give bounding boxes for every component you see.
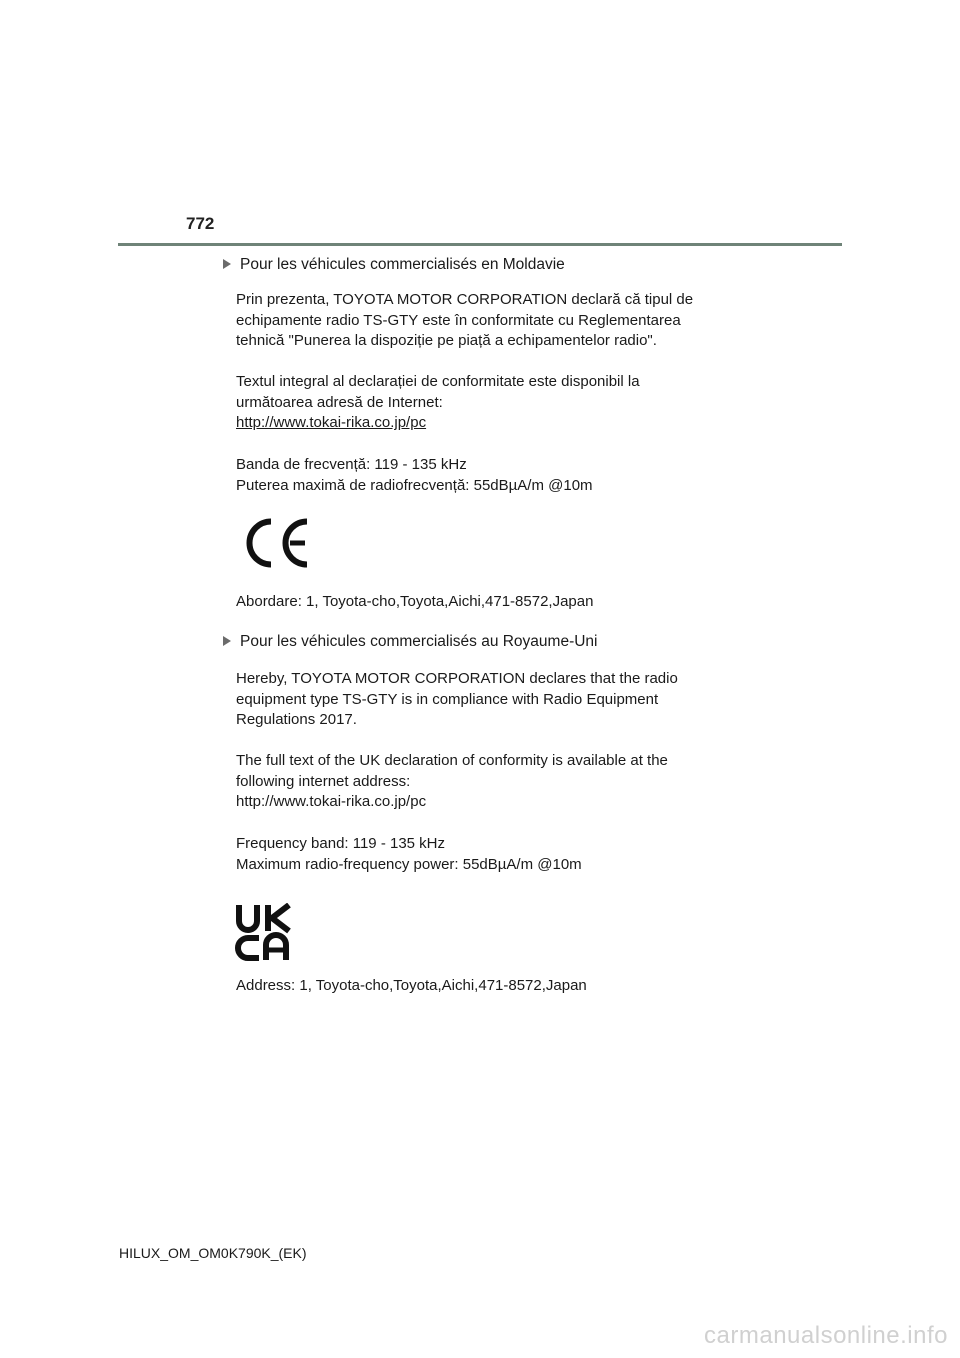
text-line: Regulations 2017. (236, 711, 357, 729)
fulltext-paragraph-ro (236, 372, 796, 434)
address-ro (236, 592, 796, 613)
text-line: equipment type TS-GTY is in compliance with Radio Equipment (236, 690, 659, 708)
text-line: Prin prezenta, TOYOTA MOTOR CORPORATION declară că tipul de (236, 291, 694, 308)
header-rule (118, 243, 842, 246)
frequency-paragraph-en (236, 834, 796, 875)
declaration-paragraph-en (236, 669, 796, 731)
triangle-bullet-icon (223, 636, 231, 646)
text-line: Textul integral al declarației de conformitate este disponibil la (236, 373, 640, 390)
text-line: Maximum radio-frequency power: 55dBµA/m @10m (236, 855, 582, 873)
declaration-paragraph-ro (236, 290, 796, 352)
ce-mark-icon (244, 518, 310, 573)
text-line: Banda de frecvență: 119 - 135 kHz (236, 456, 467, 473)
address-text: Abordare: 1, Toyota-cho,Toyota,Aichi,471-8572,Japan (236, 593, 594, 610)
ukca-mark-icon (235, 903, 295, 966)
text-line: The full text of the UK declaration of conformity is available at the (236, 752, 668, 769)
text-line: Hereby, TOYOTA MOTOR CORPORATION declares that the radio (236, 670, 678, 687)
text-line: Frequency band: 119 - 135 kHz (236, 835, 446, 852)
text-line: următoarea adresă de Internet: (236, 393, 443, 411)
document-code: HILUX_OM_OM0K790K_(EK) (119, 1245, 307, 1261)
address-en (236, 976, 796, 997)
text-line: echipamente radio TS-GTY este în conformitate cu Reglementarea (236, 311, 681, 329)
address-text: Address: 1, Toyota-cho,Toyota,Aichi,471-8572,Japan (236, 977, 587, 994)
section-heading-text: Pour les véhicules commercialisés en Moldavie (240, 256, 565, 273)
tokai-rika-link[interactable]: http://www.tokai-rika.co.jp/pc (236, 414, 427, 432)
section-heading-text: Pour les véhicules commercialisés au Royaume-Uni (240, 633, 598, 650)
text-line: tehnică "Punerea la dispoziție pe piață a echipamentelor radio". (236, 332, 657, 350)
text-line: Puterea maximă de radiofrecvență: 55dBµA/m @10m (236, 476, 593, 494)
triangle-bullet-icon (223, 259, 231, 269)
watermark: carmanualsonline.info (704, 1322, 948, 1349)
text-line: following internet address: (236, 772, 411, 790)
text-line: http://www.tokai-rika.co.jp/pc (236, 793, 427, 811)
page-number: 772 (186, 214, 215, 233)
frequency-paragraph-ro (236, 455, 796, 496)
section-heading-moldova (223, 255, 565, 275)
section-heading-uk (223, 632, 598, 652)
fulltext-paragraph-en (236, 751, 796, 813)
